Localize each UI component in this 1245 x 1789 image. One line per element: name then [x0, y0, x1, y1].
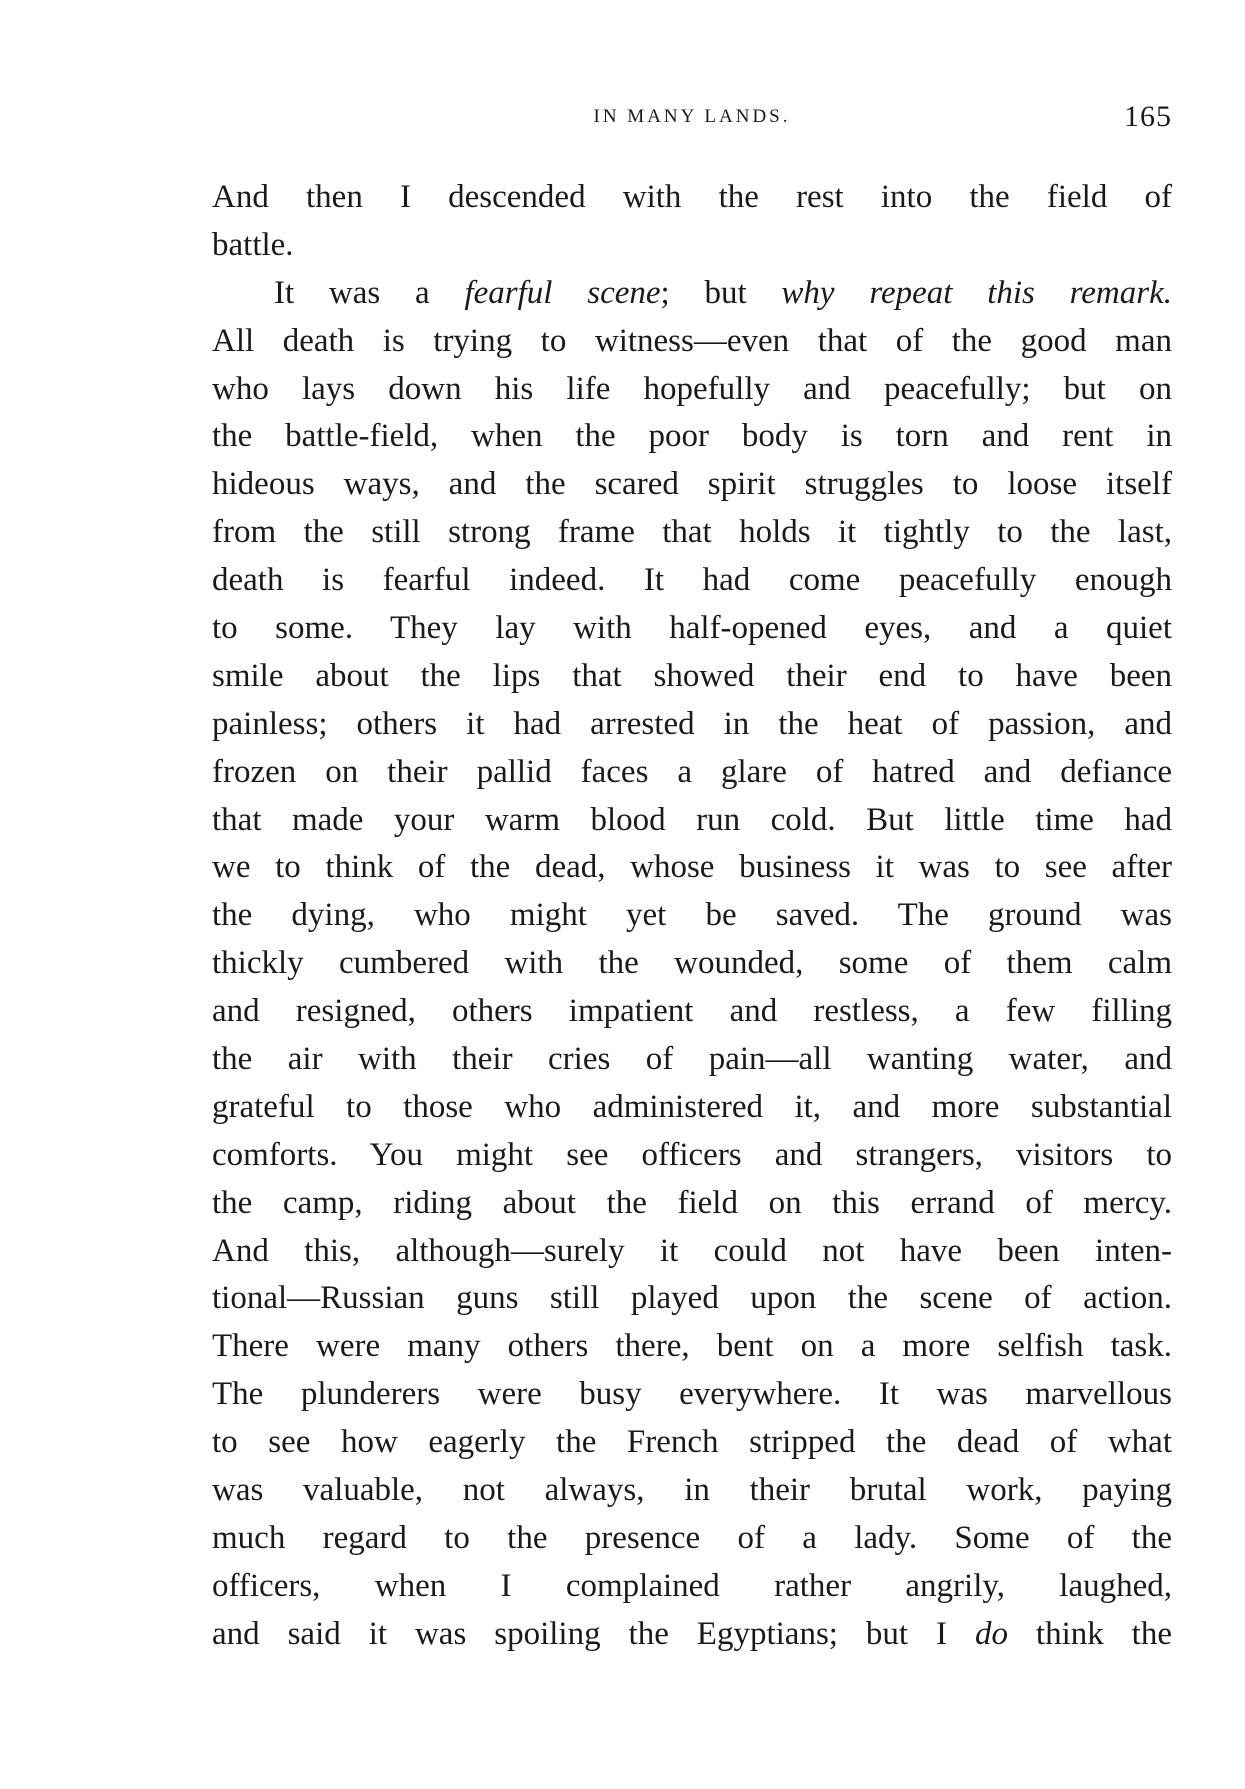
text-segment: death is fearful indeed. It had come peacefully enough: [212, 562, 1172, 599]
text-segment: the dying, who might yet be saved. The ground was: [212, 897, 1172, 934]
text-line: [212, 270, 1172, 318]
text-segment: The plunderers were busy everywhere. It was marvellous: [212, 1376, 1172, 1413]
text-line: [212, 605, 1172, 653]
text-segment: There were many others there, bent on a more selfish task.: [212, 1328, 1172, 1365]
page-number: 165: [1124, 100, 1172, 133]
text-line: [212, 1323, 1172, 1371]
text-segment: painless; others it had arrested in the heat of passion, and: [212, 705, 1172, 742]
text-segment: the battle-field, when the poor body is torn and rent in: [212, 418, 1172, 455]
text-segment: smile about the lips that showed their end to have been: [212, 657, 1172, 694]
running-head: [212, 100, 1172, 140]
text-segment: think the: [1007, 1615, 1172, 1652]
text-line: [212, 1180, 1172, 1228]
text-line: [212, 222, 1172, 270]
text-line: [212, 174, 1172, 222]
italic-text-segment: fearful scene: [464, 274, 661, 311]
text-line: [212, 1036, 1172, 1084]
text-segment: grateful to those who administered it, and more substantial: [212, 1088, 1172, 1125]
text-line: [212, 1132, 1172, 1180]
text-line: [212, 1228, 1172, 1276]
text-segment: battle.: [212, 226, 294, 263]
text-segment: thickly cumbered with the wounded, some of them calm: [212, 945, 1172, 982]
text-segment: we to think of the dead, whose business it was to see after: [212, 849, 1172, 886]
text-segment: to some. They lay with half-opened eyes, and a quiet: [212, 610, 1172, 647]
text-line: [212, 797, 1172, 845]
text-line: [212, 749, 1172, 797]
text-segment: from the still strong frame that holds it tightly to the last,: [212, 514, 1172, 551]
text-segment: It was a: [274, 274, 465, 311]
text-segment: the air with their cries of pain—all wanting water, and: [212, 1041, 1172, 1078]
text-line: [212, 701, 1172, 749]
text-line: [212, 413, 1172, 461]
text-line: [212, 461, 1172, 509]
text-segment: who lays down his life hopefully and peacefully; but on: [212, 370, 1172, 407]
text-segment: and said it was spoiling the Egyptians; but I: [212, 1615, 975, 1652]
text-segment: to see how eagerly the French stripped the dead of what: [212, 1424, 1172, 1461]
text-segment: that made your warm blood run cold. But little time had: [212, 801, 1172, 838]
text-line: [212, 557, 1172, 605]
text-segment: the camp, riding about the field on this errand of mercy.: [212, 1184, 1172, 1221]
text-line: [212, 1419, 1172, 1467]
italic-text-segment: do: [974, 1615, 1008, 1652]
text-line: [212, 988, 1172, 1036]
text-line: [212, 1467, 1172, 1515]
text-segment: All death is trying to witness—even that of the good man: [212, 322, 1172, 359]
text-segment: And then I descended with the rest into the field of: [212, 179, 1172, 215]
text-segment: much regard to the presence of a lady. Some of the: [212, 1519, 1172, 1556]
text-segment: hideous ways, and the scared spirit struggles to loose itself: [212, 466, 1172, 503]
text-line: [212, 892, 1172, 940]
text-line: [212, 1611, 1172, 1659]
text-segment: and resigned, others impatient and restless, a few filling: [212, 993, 1172, 1030]
text-segment: comforts. You might see officers and strangers, visitors to: [212, 1136, 1172, 1173]
text-line: [212, 844, 1172, 892]
text-segment: And this, although—surely it could not have been inten-: [212, 1232, 1172, 1269]
text-segment: was valuable, not always, in their brutal work, paying: [212, 1472, 1172, 1509]
text-line: [212, 1275, 1172, 1323]
text-segment: frozen on their pallid faces a glare of hatred and defiance: [212, 753, 1172, 790]
text-segment: tional—Russian guns still played upon the scene of action.: [212, 1280, 1172, 1317]
text-line: [212, 1371, 1172, 1419]
text-line: [212, 509, 1172, 557]
body-text: [212, 174, 1172, 1659]
text-line: [212, 653, 1172, 701]
text-line: [212, 318, 1172, 366]
text-line: [212, 1084, 1172, 1132]
text-line: [212, 940, 1172, 988]
text-line: [212, 366, 1172, 414]
running-title: IN MANY LANDS.: [593, 106, 791, 127]
italic-text-segment: why repeat this remark.: [781, 274, 1172, 311]
text-line: [212, 1515, 1172, 1563]
text-segment: ; but: [660, 274, 782, 311]
text-segment: officers, when I complained rather angrily, laughed,: [212, 1567, 1172, 1604]
text-line: [212, 1563, 1172, 1611]
